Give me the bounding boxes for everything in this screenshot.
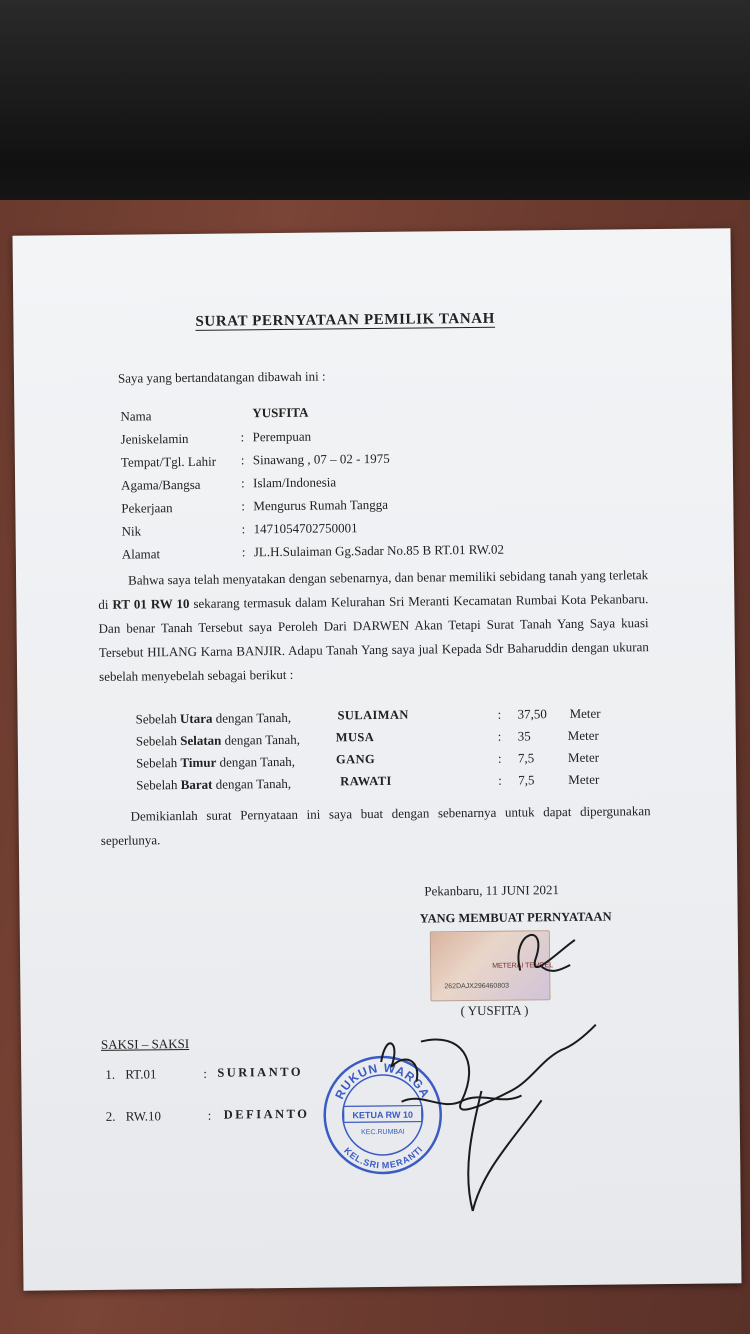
boundary-value: 7,5 bbox=[517, 750, 535, 766]
boundary-name: MUSA bbox=[335, 730, 375, 745]
boundary-name: SULAIMAN bbox=[337, 707, 409, 723]
field-colon: : bbox=[241, 475, 245, 491]
field-label: Pekerjaan bbox=[121, 500, 173, 516]
stamp-code: 262DAJX296460803 bbox=[444, 982, 510, 991]
field-label: Jeniskelamin bbox=[120, 430, 189, 447]
field-value: Perempuan bbox=[252, 428, 312, 445]
field-colon: : bbox=[241, 498, 246, 514]
field-label: Nama bbox=[120, 408, 152, 424]
boundary-colon: : bbox=[497, 706, 502, 722]
statement-paragraph bbox=[98, 563, 649, 689]
seal-bottom-text: KEL.SRI MERANTI bbox=[342, 1144, 425, 1171]
field-colon: : bbox=[241, 544, 246, 560]
field-colon: : bbox=[240, 452, 245, 468]
stamp-label: METERAI TEMPEL bbox=[492, 962, 554, 970]
field-label: Alamat bbox=[121, 546, 161, 562]
place-date: Pekanbaru, 11 JUNI 2021 bbox=[424, 882, 560, 899]
boundary-unit: Meter bbox=[567, 727, 599, 744]
document-paper bbox=[12, 228, 741, 1290]
boundary-colon: : bbox=[497, 750, 502, 766]
signer-name: ( YUSFITA ) bbox=[460, 1002, 529, 1019]
witness-number: 2. bbox=[105, 1108, 116, 1124]
field-value: Sinawang , 07 – 02 - 1975 bbox=[252, 450, 390, 468]
boundary-unit: Meter bbox=[567, 749, 600, 765]
boundary-colon: : bbox=[498, 772, 502, 788]
statement-part1: Bahwa saya telah menyatakan dengan sebenarnya, dan benar memiliki sebidang tanah yang terletak di bbox=[98, 567, 649, 612]
boundary-name: GANG bbox=[335, 752, 376, 767]
boundary-name: RAWATI bbox=[340, 773, 392, 789]
witness-colon: : bbox=[207, 1107, 212, 1123]
boundary-value: 37,50 bbox=[517, 706, 547, 722]
witness-name: DEFIANTO bbox=[223, 1106, 310, 1122]
witnesses-title: SAKSI – SAKSI bbox=[100, 1035, 190, 1052]
field-value: Islam/Indonesia bbox=[253, 474, 337, 491]
boundary-label: Sebelah Selatan dengan Tanah, bbox=[135, 731, 301, 749]
witness-number: 1. bbox=[105, 1066, 116, 1082]
boundary-unit: Meter bbox=[569, 705, 601, 721]
field-label: Agama/Bangsa bbox=[121, 476, 201, 493]
boundary-label: Sebelah Barat dengan Tanah, bbox=[136, 775, 292, 793]
witness-name: SURIANTO bbox=[217, 1064, 304, 1080]
field-value: Mengurus Rumah Tangga bbox=[253, 496, 389, 514]
boundary-unit: Meter bbox=[568, 771, 600, 787]
boundary-colon: : bbox=[497, 728, 502, 744]
field-label: Tempat/Tgl. Lahir bbox=[120, 453, 217, 470]
witness-role: RT.01 bbox=[125, 1066, 157, 1082]
witness-signatures bbox=[361, 1020, 603, 1223]
field-colon: : bbox=[241, 521, 246, 537]
field-label: Nik bbox=[121, 523, 142, 539]
boundary-label: Sebelah Utara dengan Tanah, bbox=[135, 709, 292, 727]
statement-rt-rw: RT 01 RW 10 bbox=[112, 595, 190, 612]
boundary-value: 35 bbox=[517, 728, 531, 744]
document-title: SURAT PERNYATAAN PEMILIK TANAH bbox=[195, 310, 496, 330]
maker-signature bbox=[490, 920, 581, 1001]
field-colon: : bbox=[240, 429, 245, 445]
closing-paragraph: Demikianlah surat Pernyataan ini saya buat dengan sebenarnya untuk dapat dipergunakan seperlunya. bbox=[100, 803, 651, 848]
boundary-label: Sebelah Timur dengan Tanah, bbox=[135, 753, 296, 771]
field-value: 1471054702750001 bbox=[253, 520, 358, 537]
boundary-value: 7,5 bbox=[518, 772, 535, 788]
maker-label: YANG MEMBUAT PERNYATAAN bbox=[419, 909, 612, 926]
field-value: JL.H.Sulaiman Gg.Sadar No.85 B RT.01 RW.02 bbox=[253, 541, 505, 560]
field-value-name: YUSFITA bbox=[252, 404, 309, 421]
seal-sub-text: KEC.RUMBAI bbox=[361, 1128, 405, 1137]
statement-part2: sekarang termasuk dalam Kelurahan Sri Meranti Kecamatan Rumbai Kota Pekanbaru. Dan benar Tanah Tersebut saya Peroleh Dari DARWEN Akan Tetapi Surat Tanah Yang Saya kuasi Tersebut HILANG Karna BANJIR. Adapu Tanah Yang saya jual Kepada Sdr Baharuddin dengan ukuran sebelah menyebelah sebagai berikut : bbox=[98, 591, 649, 684]
intro-text: Saya yang bertandatangan dibawah ini : bbox=[117, 368, 326, 386]
witness-colon: : bbox=[203, 1065, 207, 1081]
seal-center-text: KETUA RW 10 bbox=[352, 1109, 414, 1121]
witness-role: RW.10 bbox=[125, 1108, 162, 1124]
seal-top-text: RUKUN WARGA bbox=[332, 1060, 433, 1102]
